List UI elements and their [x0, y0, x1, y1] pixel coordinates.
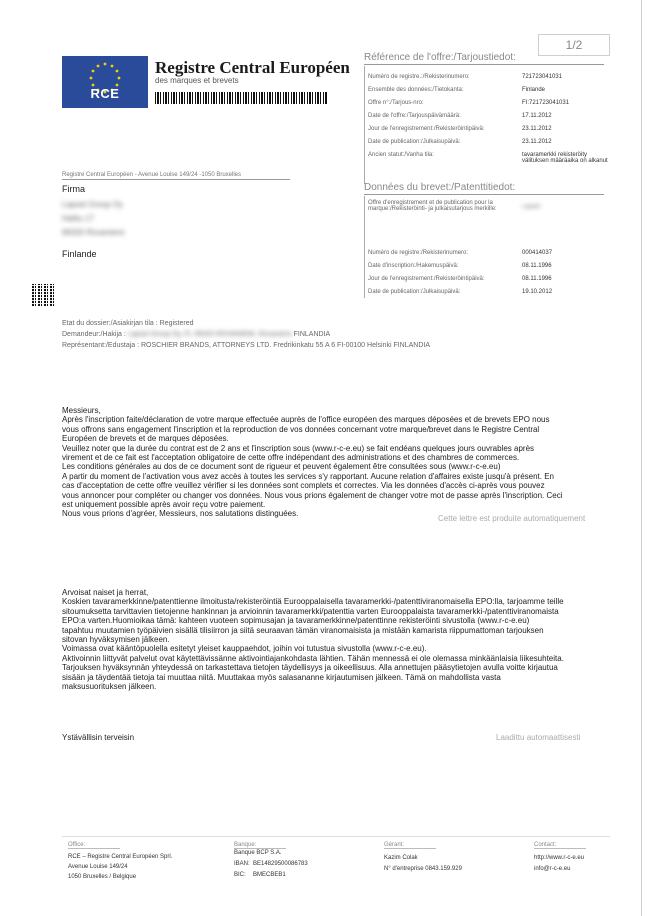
letter-line: sitoumuksetta tarvittavien tietojenne hankinnan ja arvioinnin tavaramerkki/patenttia varten Eurooppalaista tavaramerkki-/patenttiviranomaista	[62, 606, 559, 616]
reference-value: tavaramerkki rekisteröity välituksen määräaika on alkanut	[522, 152, 608, 164]
footer-enterprise: N° d'entreprise 0843.159.929	[384, 866, 462, 872]
dossier-representative: Représentant:/Edustaja : ROSCHIER BRANDS, ATTORNEYS LTD. Fredrikinkatu 55 A 6 FI-00100 Helsinki FINLANDIA	[62, 342, 431, 349]
brand-title: Registre Central Européen	[155, 58, 350, 77]
letter-line: virement et de ce fait est l'acceptation obligatoire de cette offre indépendant des administrations et des chambres de commerces.	[62, 453, 520, 463]
divider	[364, 196, 365, 298]
letter-line: Arvoisat naiset ja herrat,	[62, 588, 149, 597]
dossier-applicant	[62, 331, 330, 338]
sender-address: Registre Central Européen - Avenue Louise 149/24 -1050 Bruxelles	[62, 172, 290, 180]
patent-value: 19.10.2012	[522, 289, 553, 295]
letter-line: Après l'inscription faite/déclaration de votre marque effectuée auprès de l'office européen des marques déposées et de brevets EPO nous	[62, 415, 550, 425]
letter-line: tapahtuu muutamien työpäivien sisällä tilisiirron ja siitä seuraavan tämän viranomaisista ja mistään kamarista riippumattoman tarjouksen	[62, 625, 544, 635]
applicant-label: Demandeur:/Hakija :	[62, 331, 126, 338]
reference-value: 23.11.2012	[522, 139, 552, 145]
reference-label: Ensemble des données:/Tietokanta:	[368, 87, 464, 93]
brand-subtitle: des marques et brevets	[155, 76, 239, 85]
patent-box	[364, 182, 604, 298]
letter-line: EPO:a varten.Huomioikaa tämä: kahteen vuoteen sopimusajan ja tavaramerkkinne/patenttinne rekisteröinti sivustolla (www.r-c-e.eu)	[62, 616, 530, 626]
reference-label: Date de publication:/Julkaisupäivä:	[368, 139, 461, 145]
barcode	[155, 92, 327, 104]
footer-iban-label: IBAN:	[234, 861, 250, 867]
reference-label: Ancien statut:/Vanha tila:	[368, 152, 434, 158]
patent-value: 08.11.1996	[522, 276, 552, 282]
patent-intro-value: Lopset	[522, 204, 541, 210]
patent-label: Date d'inscription:/Hakemuspäivä:	[368, 263, 459, 269]
letter-line: Koskien tavaramerkkinne/patenttienne ilmoitusta/rekisteröintiä Eurooppalaisella tavaramerkki-/patenttiviranomaisella EPO:lla, tarjoamme teille	[62, 597, 564, 607]
recipient-firma: Firma	[62, 184, 85, 194]
letter-line: sitovan hyväksymisen jälkeen.	[62, 635, 170, 645]
rce-logo	[62, 56, 148, 108]
reference-value: 17.11.2012	[522, 113, 552, 119]
letter-line: sisään ja täydentää tietoja tai muuttaa niitä. Muuttakaa myös salasananne kirjautumisen jälkeen. Tämä on mahdollista vasta	[62, 672, 501, 682]
applicant-country: FINLANDIA	[293, 331, 331, 338]
letter-line: cas d'acceptation de cette offre veuillez vérifier si les données sont complets et correctes. Via les données d'accès ci-après vous pouvez	[62, 481, 545, 491]
auto-note-finnish: Laadittu automaattisesti	[496, 733, 581, 742]
recipient-city: 96320 Rovaniemi	[62, 228, 125, 237]
letter-line: Veuillez noter que la durée du contrat est de 2 ans et l'inscription sous (www.r-c-e.eu) se fait endéans quelques jours ouvrables après	[62, 443, 535, 453]
page-edge	[641, 0, 642, 916]
letter-line: est uniquement possible après avoir reçu votre paiement.	[62, 500, 266, 510]
footer-bank-label: Banque:	[234, 842, 286, 849]
footer-contact-web[interactable]: http://www.r-c-e.eu	[534, 855, 585, 861]
footer-bic: BMECBEB1	[253, 872, 286, 878]
letter-line: Les conditions générales au dos de ce document sont de rigueur et peuvent également être consultées sous (www.r-c-e.eu)	[62, 462, 501, 472]
patent-title: Données du brevet:/Patenttitiedot:	[364, 182, 604, 195]
closing: Ystävällisin terveisin	[62, 733, 135, 742]
patent-value: 000414037	[522, 250, 553, 256]
recipient-street: Halttu 17	[62, 214, 95, 223]
letter-line: Voimassa ovat kääntöpuolella esitetyt yleiset kauppaehdot, joihin voi tutustua sivustolla (www.r-c-e.eu).	[62, 644, 427, 654]
applicant-name: Lapset Group Oy, FI, 96320 ROVANIEMI, Rovaniemi	[127, 331, 292, 338]
letter-line: Aktivoinnin liittyvät palvelut ovat käytettävissänne aktivointiajankohdasta lähtien. Tähän mennessä ei ole olemassa minkäänlaisia liikesuhteita.	[62, 653, 564, 663]
letter-line: vous annoncer pour compléter ou changer vos données. Nous vous prions également de changer votre mot de passe après l'inscription. Ceci	[62, 490, 563, 500]
reference-label: Date de l'offre:/Tarjouspäivämäärä:	[368, 113, 461, 119]
footer-iban: BE14829500086783	[253, 861, 308, 867]
letter-line: Nous vous prions d'agréer, Messieurs, nos salutations distinguées.	[62, 509, 299, 519]
reference-value: FI:721723041031	[522, 100, 570, 106]
reference-label: Numéro de registre.:/Rekisterinumero:	[368, 74, 470, 80]
reference-value: 23.11.2012	[522, 126, 552, 132]
letter-line: Tarjouksen hyväksynnän yhteydessä on tarkastettava tietojen täydellisyys ja oikeellisuus. Alla annettujen pääsytietojen avulla voitte kirjautua	[62, 663, 558, 673]
footer-divider	[62, 836, 610, 837]
letter-french	[62, 406, 610, 519]
qr-code	[32, 284, 54, 306]
recipient-name: Lapset Group Oy	[62, 200, 123, 209]
patent-value: 08.11.1996	[522, 263, 552, 269]
patent-intro-label: Offre d'enregistrement et de publication pour la marque:/Rekisteröinti- ja julkaisutarjous merkille:	[368, 200, 497, 212]
divider	[364, 66, 365, 184]
reference-value: 721723041031	[522, 74, 563, 80]
logo-text: RCE	[90, 86, 120, 101]
reference-value: Finlande	[522, 87, 546, 93]
reference-box	[364, 52, 608, 184]
footer-contact-label: Contact:	[534, 842, 586, 849]
footer-manager-name: Kazim Colak	[384, 855, 418, 861]
recipient-country: Finlande	[62, 249, 97, 259]
footer-contact-email[interactable]: info@r-c-e.eu	[534, 866, 571, 872]
footer-bic-label: BIC:	[234, 872, 246, 878]
patent-label: Date de publication:/Julkaisupäivä:	[368, 289, 461, 295]
footer-office-label: Office:	[68, 842, 120, 849]
letter-line: A partir du moment de l'activation vous avez accès à toutes les services s'y rapportant. Aucune relation d'affaires existe jusqu'à présent. En	[62, 471, 555, 481]
footer-office-line: RCE – Registre Central Européen Sprl.	[68, 854, 173, 860]
reference-label: Offre n°:/Tarjous-nro:	[368, 100, 424, 106]
dossier-status: Etat du dossier:/Asiakirjan tila : Registered	[62, 320, 194, 327]
reference-title: Référence de l'offre:/Tarjoustiedot:	[364, 52, 604, 65]
letter-line: vous offrons sans engagement l'inscription et la reproduction de vos données concernant votre marque/brevet dans le Registre Central	[62, 424, 540, 434]
page-number: 1/2	[538, 34, 610, 56]
footer-bank-name: Banque BCP S.A.	[234, 850, 282, 856]
footer-office-line: Avenue Louise 149/24	[68, 864, 128, 870]
letter-line: maksusuorituksen jälkeen.	[62, 682, 157, 692]
auto-note-french: Cette lettre est produite automatiquement	[438, 514, 586, 523]
patent-label: Jour de l'enregistrement:/Rekisteröintipäivä:	[368, 276, 485, 282]
footer-manager-label: Gérant:	[384, 842, 436, 849]
reference-label: Jour de l'enregistrement:/Rekisteröintipäivä:	[368, 126, 485, 132]
letter-line: Messieurs,	[62, 406, 101, 415]
patent-label: Numéro de registre:/Rekisterinumero:	[368, 250, 469, 256]
letter-line: Européen de brevets et de marques déposées.	[62, 434, 229, 444]
letter-finnish	[62, 588, 610, 691]
footer-office-line: 1050 Bruxelles / Belgique	[68, 874, 137, 880]
